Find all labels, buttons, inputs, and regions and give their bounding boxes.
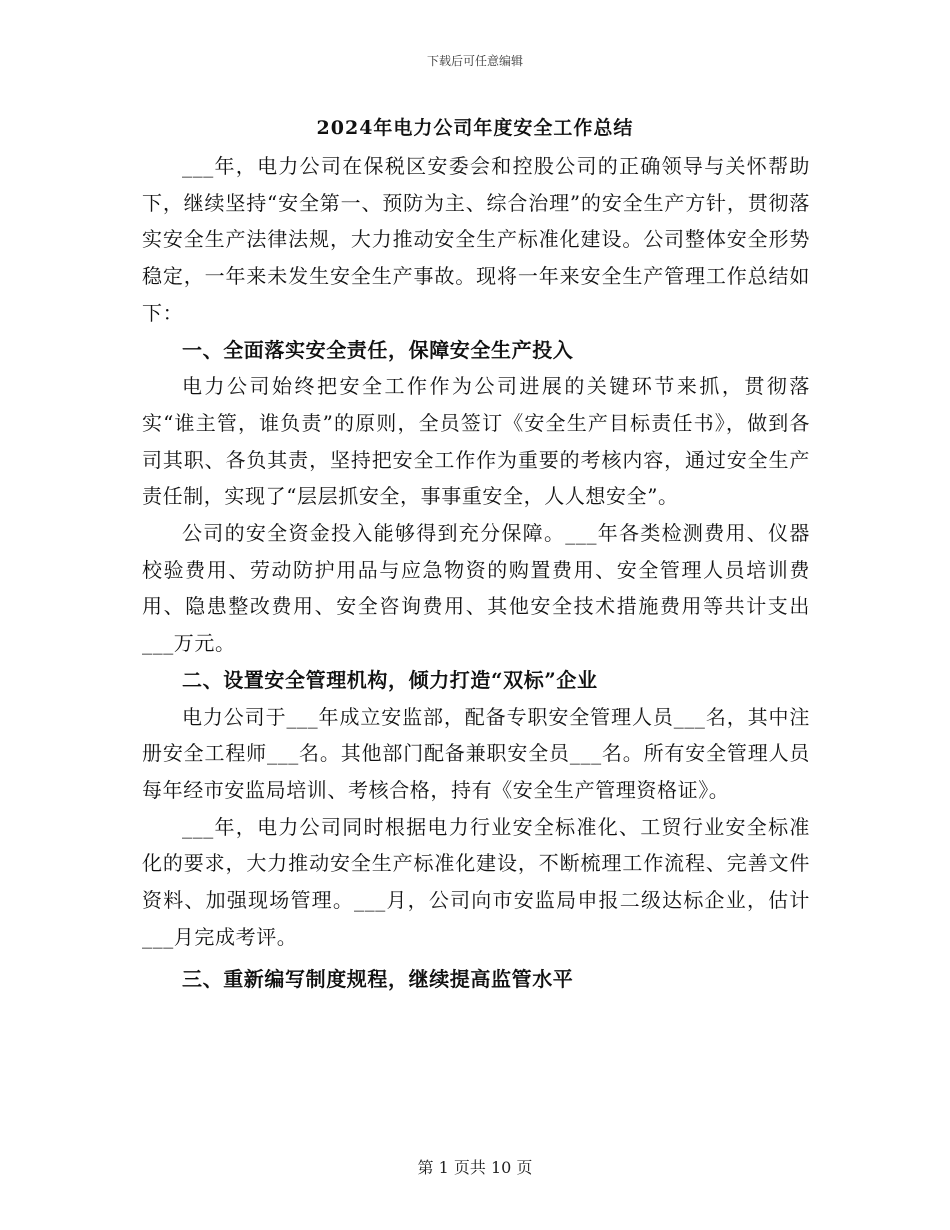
paragraph-responsibility: 电力公司始终把安全工作作为公司进展的关键环节来抓，贯彻落实“谁主管，谁负责”的原则，全员签订《安全生产目标责任书》，做到各司其职、各负其责，坚持把安全工作作为重要的考核内容，通过安全生产责任制，实现了“层层抓安全，事事重安全，人人想安全”。 <box>142 374 810 509</box>
paragraph-intro: ___年，电力公司在保税区安委会和控股公司的正确领导与关怀帮助下，继续坚持“安全第一、预防为主、综合治理”的安全生产方针，贯彻落实安全生产法律法规，大力推动安全生产标准化建设。公司整体安全形势稳定，一年来未发生安全生产事故。现将一年来安全生产管理工作总结如下： <box>142 154 810 325</box>
document-title: 2024年电力公司年度安全工作总结 <box>316 117 634 139</box>
section-heading-3: 三、重新编写制度规程，继续提高监管水平 <box>182 967 574 992</box>
paragraph-investment: 公司的安全资金投入能够得到充分保障。___年各类检测费用、仪器校验费用、劳动防护用品与应急物资的购置费用、安全管理人员培训费用、隐患整改费用、安全咨询费用、其他安全技术措施费用等共计支出___万元。 <box>142 521 810 656</box>
paragraph-standardization: ___年，电力公司同时根据电力行业安全标准化、工贸行业安全标准化的要求，大力推动安全生产标准化建设，不断梳理工作流程、完善文件资料、加强现场管理。___月，公司向市安监局申报二级达标企业，估计___月完成考评。 <box>142 814 810 949</box>
page-footer: 第 1 页共 10 页 <box>417 1158 533 1177</box>
section-heading-2: 二、设置安全管理机构，倾力打造“双标”企业 <box>182 667 598 692</box>
page-header: 下载后可任意编辑 <box>426 54 523 68</box>
paragraph-organization: 电力公司于___年成立安监部，配备专职安全管理人员___名，其中注册安全工程师___名。其他部门配备兼职安全员___名。所有安全管理人员每年经市安监局培训、考核合格，持有《安全生产管理资格证》。 <box>142 704 810 802</box>
document-body <box>142 148 810 998</box>
section-heading-1: 一、全面落实安全责任，保障安全生产投入 <box>182 337 574 362</box>
